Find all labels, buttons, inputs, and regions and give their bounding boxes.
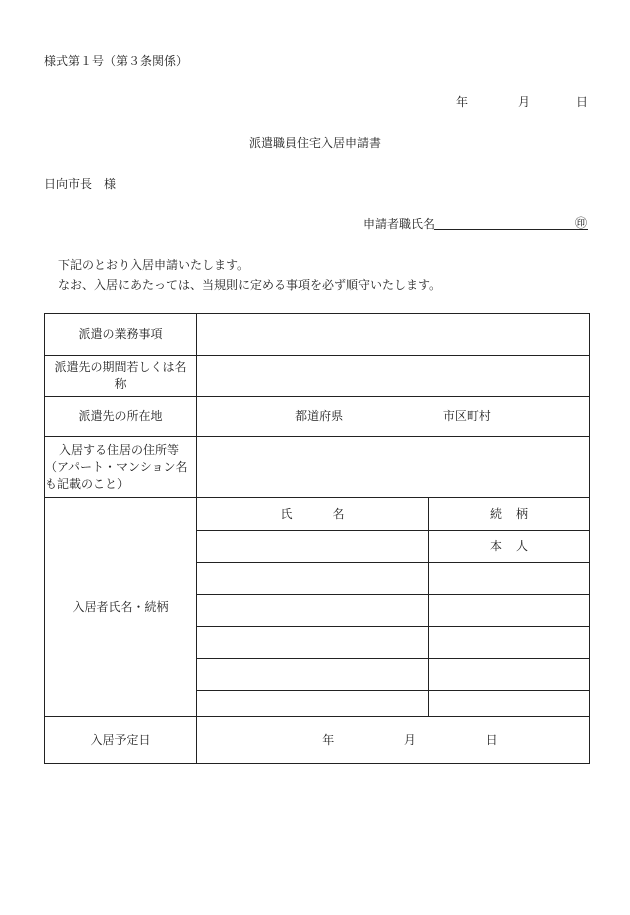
applicant-label: 申請者職氏名 — [363, 217, 436, 231]
occupant-name-cell[interactable] — [197, 691, 429, 717]
addressee-honorific: 様 — [104, 177, 117, 191]
dispatch-destination-label — [45, 356, 197, 397]
residence-label-line3: も記載のこと） — [45, 476, 130, 491]
occupant-name-cell[interactable] — [197, 659, 429, 691]
relation-header-char1: 続 — [489, 506, 502, 521]
movein-date-label: 入居予定日 — [45, 717, 197, 764]
occupant-name-cell[interactable] — [197, 563, 429, 595]
row-residence — [45, 437, 590, 498]
seal-mark: ㊞ — [574, 216, 587, 230]
dispatch-destination-label-line1: 派遣先の期間若しくは名 — [54, 360, 187, 374]
dispatch-destination-label-line2: 称 — [114, 377, 127, 391]
row-dispatch-destination — [45, 356, 590, 397]
name-column-header — [197, 498, 429, 531]
movein-day-label: 日 — [485, 732, 498, 747]
occupant-relation-cell[interactable] — [429, 659, 590, 691]
addressee-name: 日向市長 — [44, 177, 93, 191]
prefecture-label: 都道府県 — [295, 409, 344, 423]
dispatch-destination-field[interactable] — [197, 356, 590, 397]
occupant-relation-cell[interactable] — [429, 691, 590, 717]
movein-year-label: 年 — [322, 732, 335, 747]
occupant-name-cell[interactable] — [197, 595, 429, 627]
document-title: 派遣職員住宅入居申請書 — [248, 136, 381, 150]
relation-column-header — [429, 498, 590, 531]
intro-line-2: なお、入居にあたっては、当規則に定める事項を必ず順守いたします。 — [58, 278, 442, 292]
row-dispatch-location — [45, 397, 590, 437]
occupant-name-cell[interactable] — [197, 627, 429, 659]
occupant-relation-cell[interactable] — [429, 531, 590, 563]
occupants-header-row — [45, 498, 590, 531]
self-char1: 本 — [489, 539, 502, 553]
residence-label-line2: （アパート・マンション名 — [45, 459, 188, 474]
date-day-label: 日 — [576, 95, 589, 109]
relation-header-char2: 柄 — [516, 506, 529, 521]
occupant-relation-cell[interactable] — [429, 563, 590, 595]
date-year-label: 年 — [456, 95, 469, 109]
residence-label — [45, 437, 197, 498]
date-month-label: 月 — [518, 95, 531, 109]
dispatch-duties-label: 派遣の業務事項 — [45, 314, 197, 356]
application-table — [44, 313, 590, 764]
movein-month-label: 月 — [403, 732, 416, 747]
applicant-signature-line[interactable] — [434, 229, 588, 230]
occupant-name-cell[interactable] — [197, 531, 429, 563]
occupant-relation-cell[interactable] — [429, 595, 590, 627]
intro-line-1: 下記のとおり入居申請いたします。 — [58, 258, 250, 272]
occupants-label: 入居者氏名・続柄 — [45, 498, 197, 717]
addressee — [44, 177, 116, 191]
municipality-label: 市区町村 — [442, 409, 491, 423]
residence-field[interactable] — [197, 437, 590, 498]
dispatch-location-label: 派遣先の所在地 — [45, 397, 197, 437]
occupant-relation-cell[interactable] — [429, 627, 590, 659]
movein-date-field[interactable] — [197, 717, 590, 764]
row-dispatch-duties — [45, 314, 590, 356]
name-header-char2: 名 — [332, 506, 345, 521]
row-movein-date — [45, 717, 590, 764]
name-header-char1: 氏 — [280, 506, 293, 521]
dispatch-duties-field[interactable] — [197, 314, 590, 356]
self-char2: 人 — [516, 539, 529, 553]
form-number: 様式第１号（第３条関係） — [44, 54, 189, 68]
dispatch-location-field[interactable] — [197, 397, 590, 437]
residence-label-line1: 入居する住居の住所等 — [59, 442, 180, 457]
